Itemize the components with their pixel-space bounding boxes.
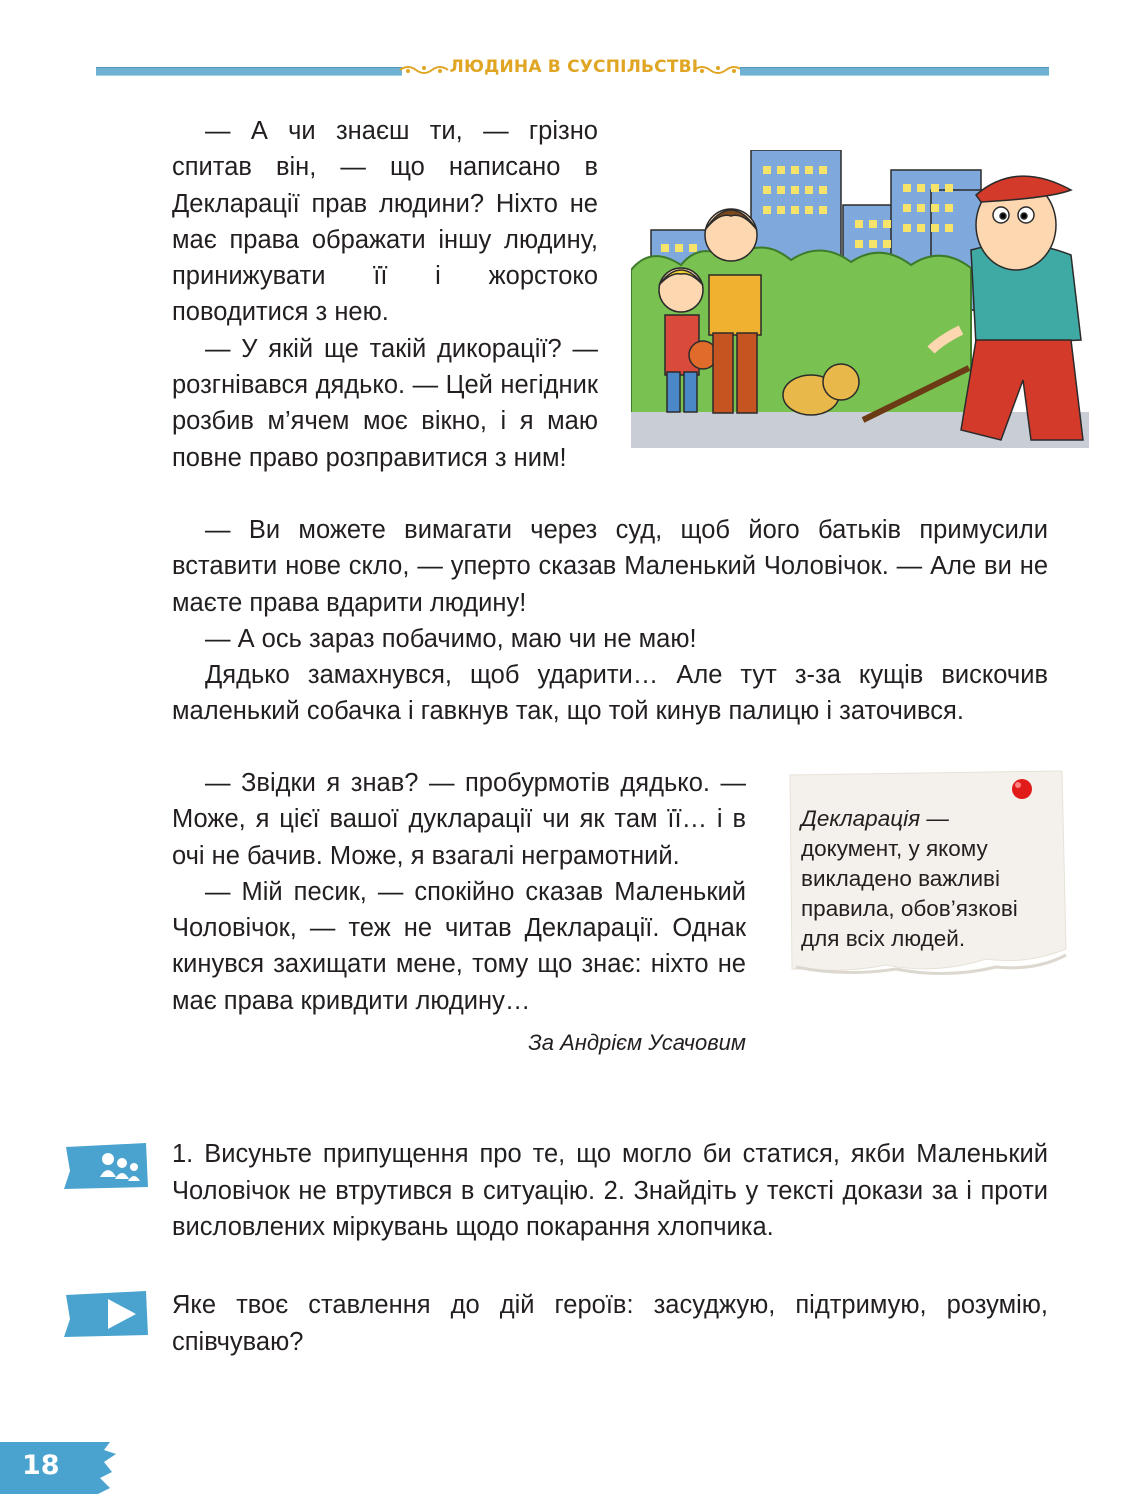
paragraph: — Звідки я знав? — пробурмотів дядько. — Може, я цієї вашої дукларації чи як там її… і в очі не бачив. Може, я взагалі неграмотний. bbox=[172, 769, 746, 870]
paragraph: — Ви можете вимагати через суд, щоб його батьків примусили вставити нове скло, — уперто сказав Маленький Чоловічок. — Але ви не маєте права вдарити людину! bbox=[172, 516, 1048, 617]
definition-body: документ, у якому викладено важливі правила, обов’язкові для всіх людей. bbox=[801, 836, 1018, 951]
header-ornament-left-icon bbox=[398, 62, 450, 78]
story-text-bottom bbox=[172, 765, 746, 1061]
story-text-top bbox=[172, 113, 598, 476]
definition-term: Декларація — bbox=[801, 806, 949, 831]
page-number: 18 bbox=[22, 1450, 60, 1481]
group-discussion-icon bbox=[62, 1141, 150, 1191]
story-illustration bbox=[631, 150, 1089, 448]
paragraph: — А чи знаєш ти, — грізно спитав він, — що написано в Декларації прав людини? Ніхто не має права ображати іншу людину, принижувати її і жорстоко поводитися з нею. bbox=[172, 117, 598, 327]
paragraph: Дядько замахнувся, щоб ударити… Але тут з-за кущів вискочив маленький собачка і гавкнув так, що той кинув палицю і заточився. bbox=[172, 661, 1048, 726]
play-arrow-icon bbox=[62, 1289, 150, 1339]
definition-note-text bbox=[801, 804, 1051, 954]
paragraph: — А ось зараз побачимо, маю чи не маю! bbox=[205, 624, 697, 653]
author-credit: За Андрієм Усачовим bbox=[528, 1030, 746, 1056]
paragraph: — Мій песик, — спокійно сказав Маленький Чоловічок, — теж не читав Декларації. Однак кинувся захищати мене, тому що знає: ніхто не має права кривдити людину… bbox=[172, 877, 746, 1015]
task-2-text: Яке твоє ставлення до дій героїв: засуджую, підтримую, розумію, співчуваю? bbox=[172, 1291, 1048, 1356]
header-rule-left bbox=[96, 67, 402, 76]
section-title: ЛЮДИНА В СУСПІЛЬСТВІ bbox=[449, 57, 699, 77]
header-ornament-right-icon bbox=[692, 62, 744, 78]
paragraph: — У якій ще такій дикорації? — розгнівався дядько. — Цей негідник розбив м’ячем моє вікно, і я маю повне право розправитися з ним! bbox=[172, 334, 598, 472]
task-1-text: 1. Висуньте припущення про те, що могло би статися, якби Маленький Чоловічок не втрутився в ситуацію. 2. Знайдіть у тексті докази за і проти висловлених міркувань щодо покарання хлопчика. bbox=[172, 1140, 1048, 1242]
pin-icon bbox=[1012, 779, 1032, 799]
older-boy-figure-icon bbox=[705, 209, 761, 413]
header-rule-right bbox=[740, 67, 1049, 76]
story-text-middle bbox=[172, 512, 1048, 730]
